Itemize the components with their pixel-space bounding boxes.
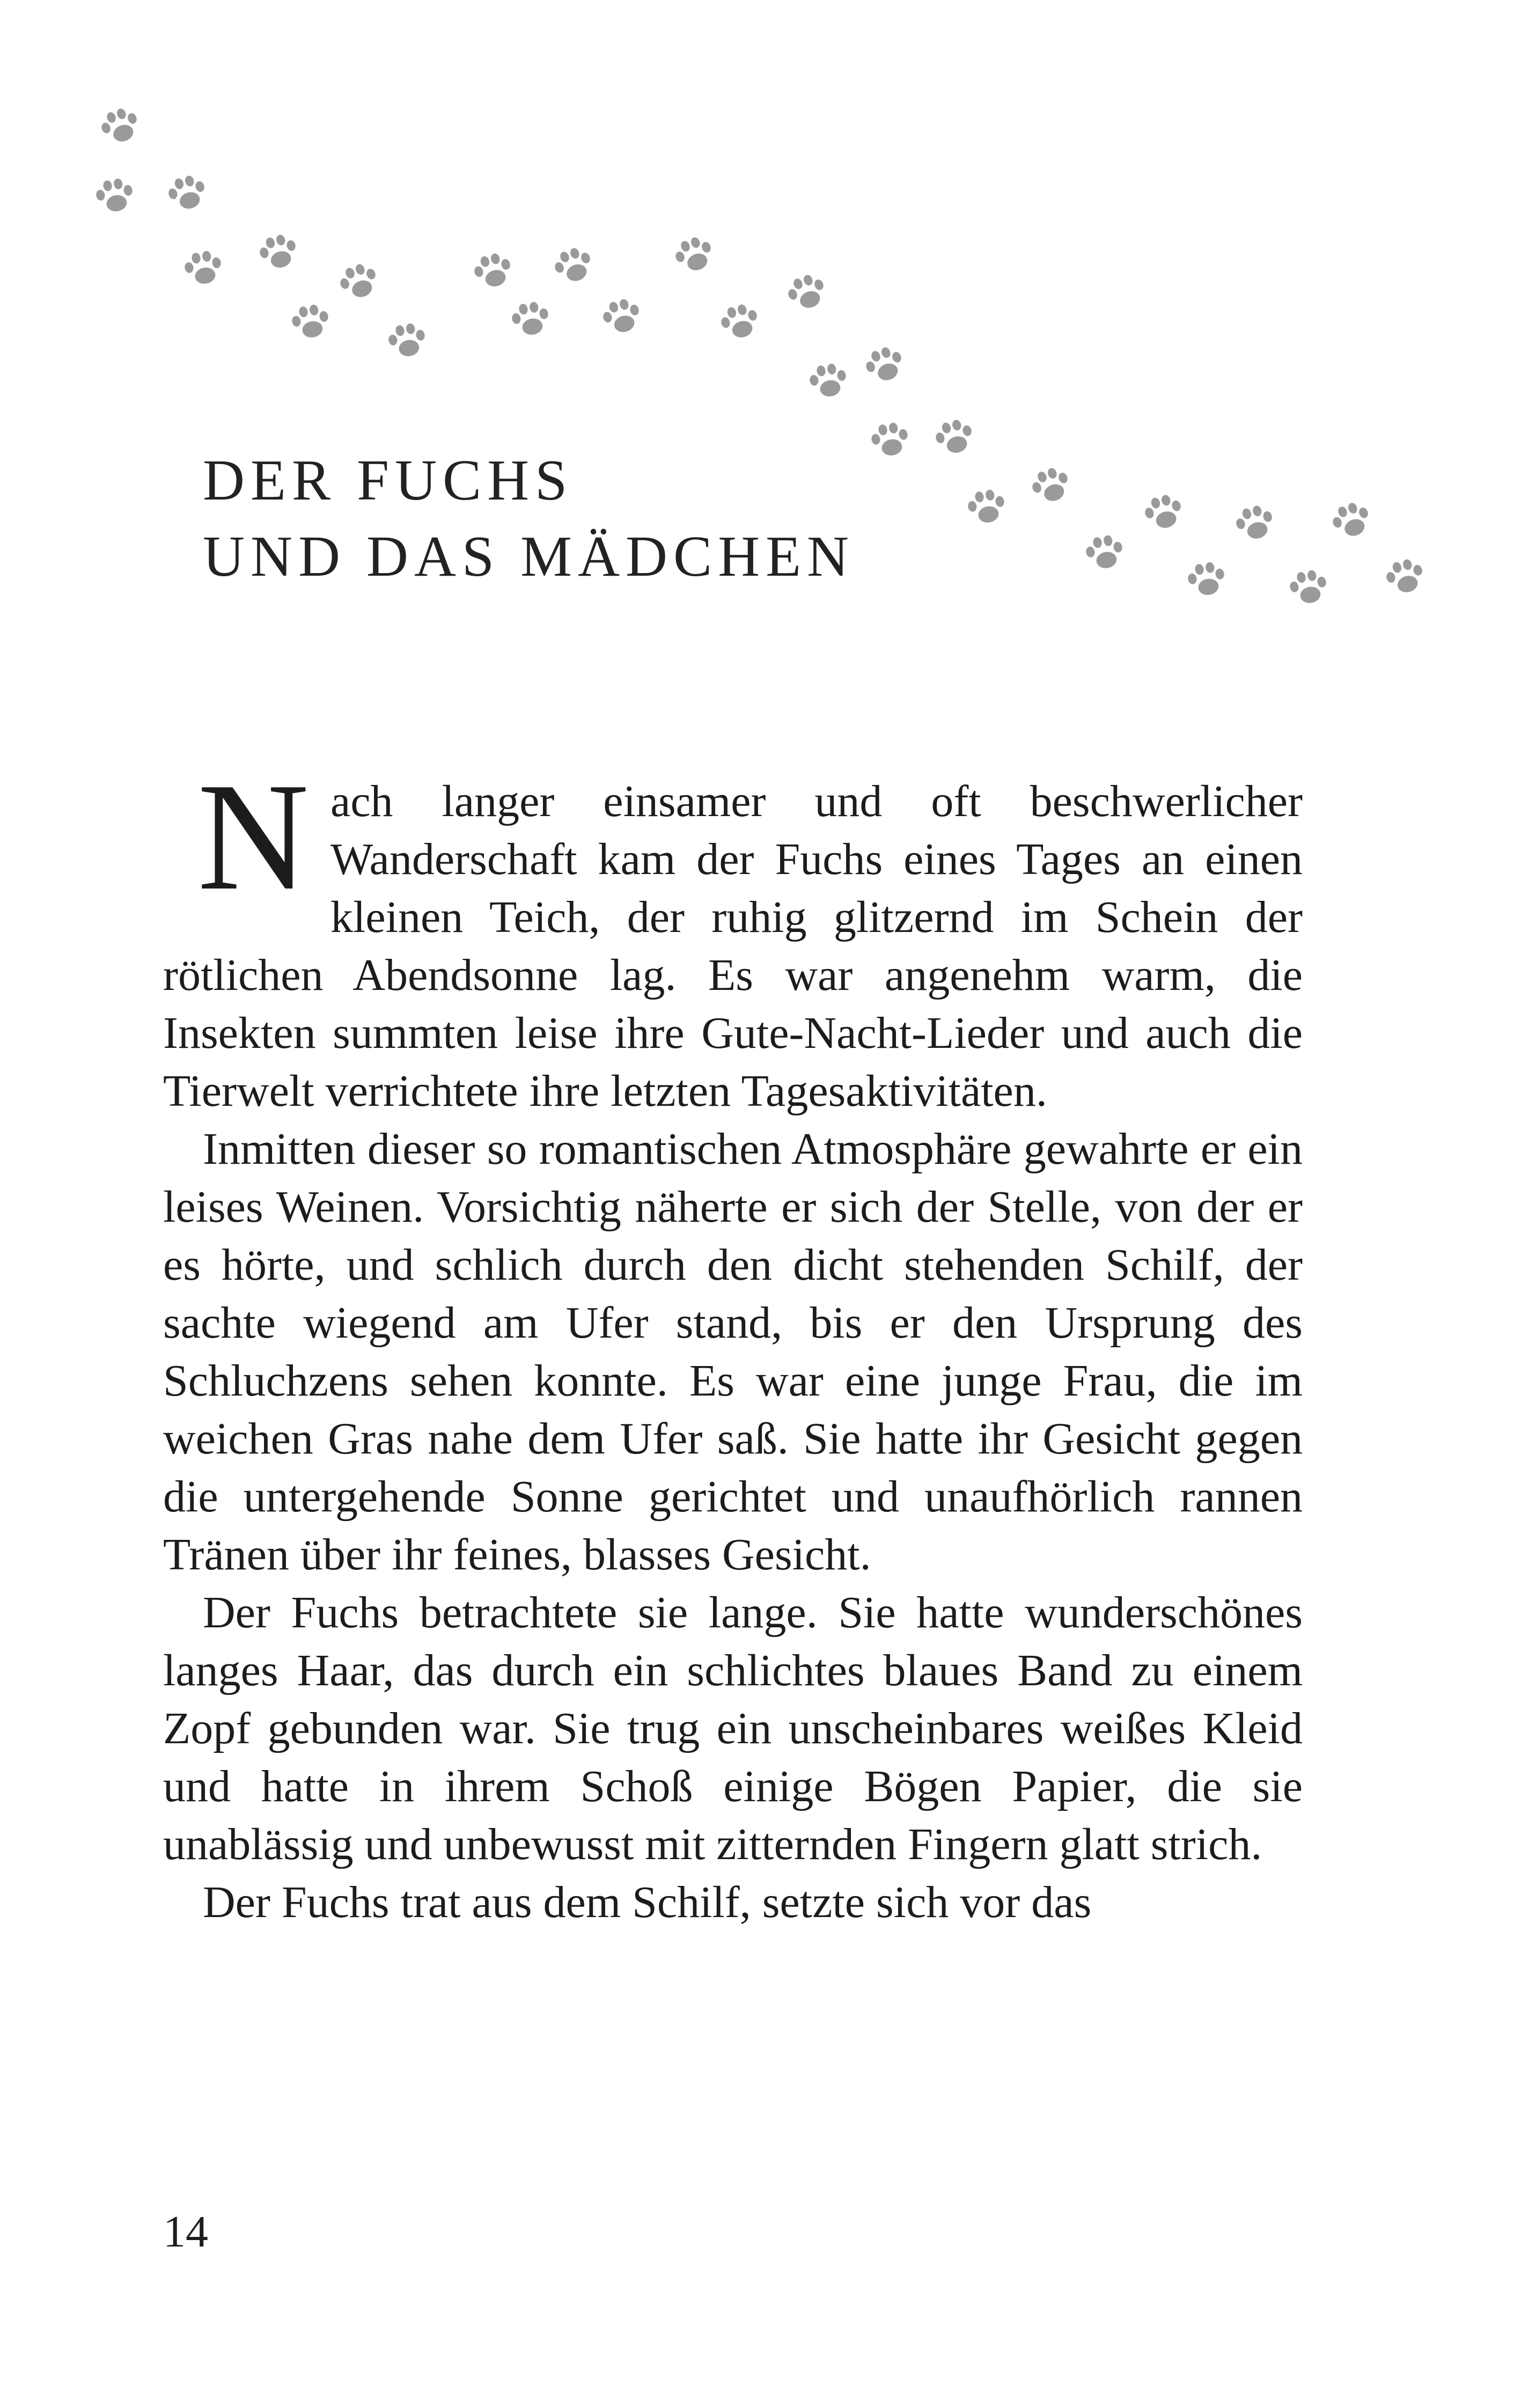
paw-print-icon [1329, 499, 1374, 542]
paw-print-icon [862, 343, 907, 386]
paw-print-icon [672, 233, 717, 276]
paw-print-icon [98, 105, 143, 148]
paw-print-icon [1383, 556, 1427, 597]
paw-print-icon [1186, 560, 1227, 598]
paw-print-icon [290, 303, 331, 341]
paw-print-icon [1084, 533, 1125, 571]
paragraph-1 [163, 751, 1303, 1120]
page-number: 14 [163, 2207, 208, 2257]
paw-print-icon [784, 271, 829, 314]
paw-print-icon [869, 421, 910, 459]
paw-print-icon [94, 177, 135, 215]
chapter-title [203, 443, 855, 595]
paragraph-4: Der Fuchs trat aus dem Schilf, setzte sich vor das [203, 1877, 1092, 1927]
paragraph-1-text: ach langer einsamer und oft beschwerlicher Wanderschaft kam der Fuchs eines Tages an einen kleinen Teich, der ruhig glitzernd im Schein der rötlichen Abendsonne lag. Es war angenehm warm, die Insekten summten leise ihre Gute-Nacht-Lieder und auch die Tierwelt verrichtete ihre letzten Tagesaktivitäten. [163, 776, 1303, 1116]
paragraph-3: Der Fuchs betrachtete sie lange. Sie hatte wunderschönes langes Haar, das durch ein schlichtes blaues Band zu einem Zopf gebunden war. Sie trug ein unscheinbares weißes Kleid und hatte in ihrem Schoß einige Bögen Papier, die sie unablässig und unbewusst mit zitternden Fingern glatt strich. [163, 1588, 1303, 1869]
drop-cap: N [197, 751, 309, 922]
paw-print-icon [718, 302, 761, 342]
paw-print-icon [1028, 464, 1074, 507]
paw-print-icon [1142, 492, 1185, 533]
paw-print-icon [510, 300, 551, 338]
paw-print-icon [256, 232, 300, 273]
paw-print-icon [1233, 503, 1276, 544]
paw-print-icon [932, 417, 976, 458]
chapter-title-line-1: DER FUCHS [203, 449, 574, 512]
paw-print-icon [807, 362, 849, 400]
paw-print-icon [551, 244, 596, 287]
chapter-title-line-2: UND DAS MÄDCHEN [203, 525, 855, 589]
paw-print-icon [966, 488, 1007, 526]
paw-print-icon [182, 249, 224, 287]
paragraph-2: Inmitten dieser so romantischen Atmosphäre gewahrte er ein leises Weinen. Vorsichtig näherte er sich der Stelle, von der er es hörte, und schlich durch den dicht stehenden Schilf, der sachte wiegend am Ufer stand, bis er den Ursprung des Schluchzens sehen konnte. Es war eine junge Frau, die im weichen Gras nahe dem Ufer saß. Sie hatte ihr Gesicht gegen die untergehende Sonne gerichtet und unaufhörlich rannen Tränen über ihr feines, blasses Gesicht. [163, 1124, 1303, 1580]
story-text [163, 751, 1303, 1932]
paw-print-icon [600, 296, 643, 337]
paw-print-icon [336, 260, 381, 303]
paw-print-icon [386, 321, 428, 359]
paw-print-icon [471, 251, 515, 291]
paw-print-icon [165, 173, 209, 214]
paw-print-icon [1288, 568, 1329, 606]
